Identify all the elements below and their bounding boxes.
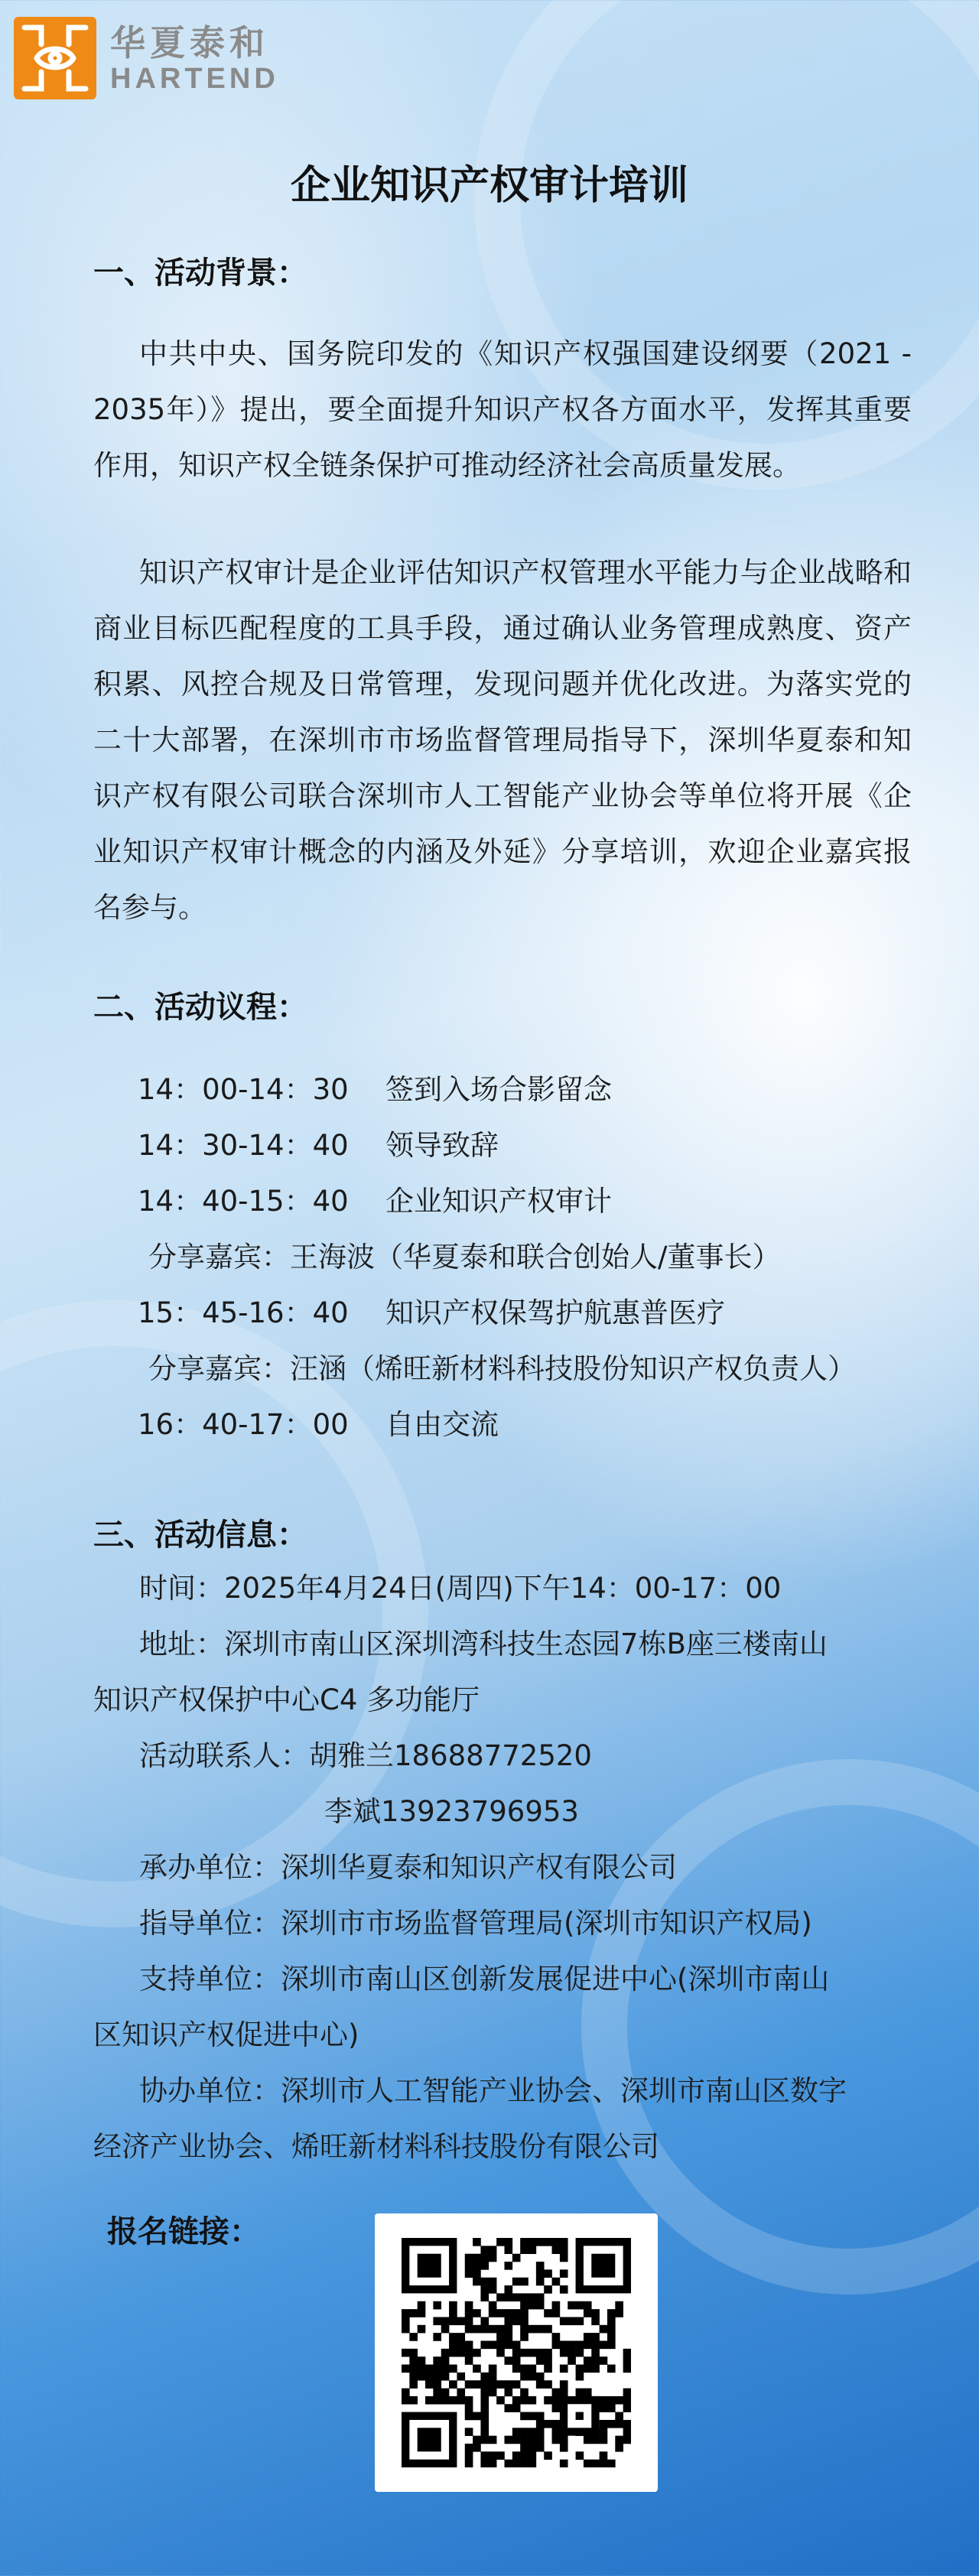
section-heading-background: 一、活动背景： xyxy=(93,255,307,291)
agenda-time: 15：45-16：40 xyxy=(138,1296,349,1329)
agenda-topic: 领导致辞 xyxy=(385,1129,499,1162)
agenda-time: 14：00-14：30 xyxy=(138,1073,349,1106)
event-address-line-1: 地址：深圳市南山区深圳湾科技生态园7栋B座三楼南山 xyxy=(139,1628,828,1660)
event-support-line-2: 区知识产权促进中心) xyxy=(93,2018,359,2051)
event-address-line-2: 知识产权保护中心C4 多功能厅 xyxy=(93,1683,480,1716)
agenda-topic: 自由交流 xyxy=(385,1408,499,1441)
section-heading-info: 三、活动信息： xyxy=(93,1517,307,1553)
brand-name-cn: 华夏泰和 xyxy=(110,22,269,63)
section-heading-agenda: 二、活动议程： xyxy=(93,990,307,1025)
registration-label: 报名链接： xyxy=(107,2214,260,2249)
agenda-item xyxy=(138,1173,933,1229)
brand-logo xyxy=(14,17,279,99)
agenda-item xyxy=(138,1397,933,1452)
agenda-speaker: 分享嘉宾：汪涵（烯旺新材料科技股份知识产权负责人） xyxy=(148,1352,856,1385)
page-title: 企业知识产权审计培训 xyxy=(290,163,688,209)
agenda-speaker: 分享嘉宾：王海波（华夏泰和联合创始人/董事长） xyxy=(148,1241,781,1273)
event-contact-1: 活动联系人：胡雅兰18688772520 xyxy=(139,1739,592,1772)
agenda-list xyxy=(138,1062,933,1452)
event-contact-2: 李斌13923796953 xyxy=(324,1795,579,1828)
agenda-topic: 签到入场合影留念 xyxy=(385,1073,612,1106)
agenda-item xyxy=(138,1117,933,1173)
event-co-organizer-line-2: 经济产业协会、烯旺新材料科技股份有限公司 xyxy=(93,2130,659,2163)
agenda-time: 16：40-17：00 xyxy=(138,1408,349,1441)
background-paragraph-1: 中共中央、国务院印发的《知识产权强国建设纲要（2021 - 2035年）》提出，要全面提升知识产权各方面水平，发挥其重要作用，知识产权全链条保护可推动经济社会高质量发展。 xyxy=(93,337,912,482)
event-info xyxy=(93,1560,919,2174)
agenda-time: 14：30-14：40 xyxy=(138,1129,349,1162)
event-support-line-1: 支持单位：深圳市南山区创新发展促进中心(深圳市南山 xyxy=(139,1963,830,1995)
agenda-item xyxy=(138,1062,933,1117)
brand-name-en: HARTEND xyxy=(110,63,279,95)
event-time: 时间：2025年4月24日(周四)下午14：00-17：00 xyxy=(139,1572,782,1605)
background-paragraph-2: 知识产权审计是企业评估知识产权管理水平能力与企业战略和商业目标匹配程度的工具手段，通过确认业务管理成熟度、资产积累、风控合规及日常管理，发现问题并优化改进。为落实党的二十大部署，在深圳市市场监督管理局指导下，深圳华夏泰和知识产权有限公司联合深圳市人工智能产业协会等单位将开展《企业知识产权审计概念的内涵及外延》分享培训，欢迎企业嘉宾报名参与。 xyxy=(93,556,912,924)
registration-qr[interactable] xyxy=(375,2213,658,2492)
qr-code-icon xyxy=(402,2238,631,2467)
agenda-item xyxy=(138,1285,933,1341)
event-organizer: 承办单位：深圳华夏泰和知识产权有限公司 xyxy=(139,1851,677,1884)
agenda-time: 14：40-15：40 xyxy=(138,1185,349,1218)
event-guidance: 指导单位：深圳市市场监督管理局(深圳市知识产权局) xyxy=(139,1907,812,1940)
agenda-topic: 企业知识产权审计 xyxy=(385,1185,612,1218)
agenda-topic: 知识产权保驾护航惠普医疗 xyxy=(385,1296,725,1329)
hartend-logo-icon xyxy=(14,17,96,99)
event-co-organizer-line-1: 协办单位：深圳市人工智能产业协会、深圳市南山区数字 xyxy=(139,2074,847,2107)
